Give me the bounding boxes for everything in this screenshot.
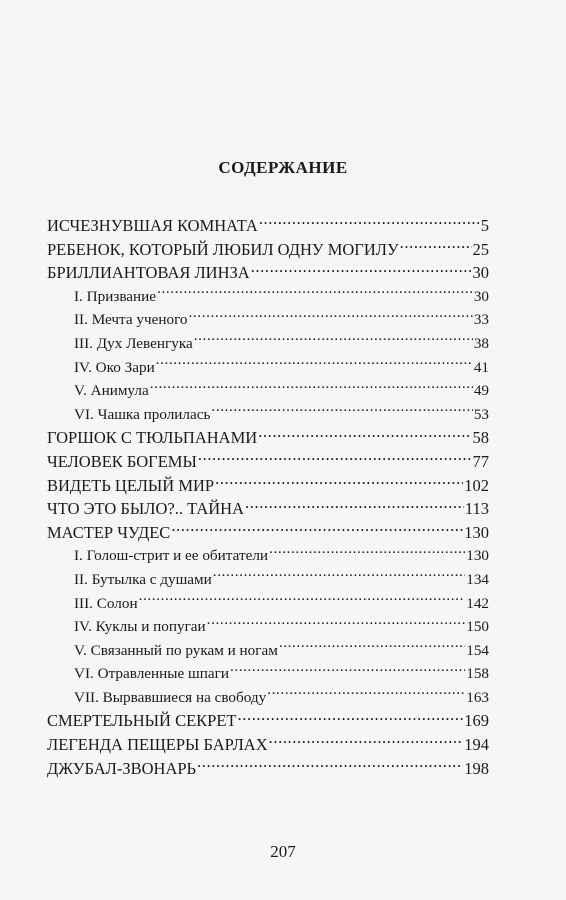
toc-entry-title: ДЖУБАЛ-ЗВОНАРЬ <box>47 758 197 778</box>
toc-entry <box>47 214 489 238</box>
toc-entry-page: 49 <box>473 382 489 400</box>
dot-leader <box>238 710 464 727</box>
toc-entry-page: 102 <box>464 475 489 495</box>
dot-leader <box>139 592 466 607</box>
toc-entry <box>47 757 489 781</box>
toc-entry <box>47 474 489 498</box>
toc-entry <box>47 450 489 474</box>
dot-leader <box>258 427 471 444</box>
toc-entry-page: 113 <box>464 499 489 519</box>
toc-entry <box>47 497 489 521</box>
toc-entry-page: 158 <box>466 665 489 683</box>
dot-leader <box>400 238 472 255</box>
dot-leader <box>259 215 480 232</box>
dot-leader <box>267 687 465 702</box>
toc-subentry <box>47 403 489 427</box>
toc-subentry <box>47 639 489 663</box>
dot-leader <box>150 380 473 395</box>
toc-entry-page: 154 <box>466 641 489 659</box>
dot-leader <box>171 521 463 538</box>
dot-leader <box>189 309 473 324</box>
toc-entry-title: I. Призвание <box>74 287 157 305</box>
toc-entry-title: II. Мечта ученого <box>74 311 188 329</box>
toc-subentry <box>47 662 489 686</box>
toc-entry-page: 194 <box>464 735 489 755</box>
toc-entry-page: 163 <box>466 688 489 706</box>
toc-entry-title: III. Дух Левенгука <box>74 334 193 352</box>
toc-entry-title: IV. Куклы и попугаи <box>74 618 206 636</box>
toc-entry-page: 33 <box>473 311 489 329</box>
toc-subentry <box>47 592 489 616</box>
dot-leader <box>245 498 464 515</box>
toc-entry-page: 130 <box>464 522 489 542</box>
toc-subentry <box>47 379 489 403</box>
toc-entry-page: 5 <box>480 216 489 235</box>
toc-entry-title: ИСЧЕЗНУВШАЯ КОМНАТА <box>47 216 258 235</box>
toc-entry-title: II. Бутылка с душами <box>74 570 212 588</box>
dot-leader <box>215 474 463 491</box>
toc-entry <box>47 426 489 450</box>
toc-entry-title: ВИДЕТЬ ЦЕЛЫЙ МИР <box>47 475 215 495</box>
toc-entry-page: 38 <box>473 334 489 352</box>
toc-entry-page: 58 <box>472 428 489 448</box>
page-number: 207 <box>270 842 296 861</box>
toc-entry-title: ГОРШОК С ТЮЛЬПАНАМИ <box>47 428 258 448</box>
dot-leader <box>197 757 463 774</box>
dot-leader <box>213 569 465 584</box>
toc-subentry <box>47 544 489 568</box>
toc-entry-page: 25 <box>472 239 489 259</box>
toc-entry-title: III. Солон <box>74 594 138 612</box>
dot-leader <box>251 262 472 279</box>
toc-entry-page: 53 <box>473 405 489 423</box>
toc-subentry <box>47 308 489 332</box>
dot-leader <box>156 356 473 371</box>
toc-subentry <box>47 332 489 356</box>
toc-subentry <box>47 686 489 710</box>
dot-leader <box>198 450 472 467</box>
toc-entry-page: 130 <box>466 547 489 565</box>
dot-leader <box>230 663 465 678</box>
toc-entry-page: 134 <box>466 570 489 588</box>
toc-entry-title: ЛЕГЕНДА ПЕЩЕРЫ БАРЛАХ <box>47 735 268 755</box>
toc-entry-title: ЧТО ЭТО БЫЛО?.. ТАЙНА <box>47 499 245 519</box>
toc-entry <box>47 238 489 262</box>
toc-entry <box>47 733 489 757</box>
toc-entry-page: 30 <box>472 263 489 283</box>
table-of-contents <box>47 214 489 780</box>
toc-entry-title: МАСТЕР ЧУДЕС <box>47 522 171 542</box>
toc-entry-page: 169 <box>464 711 489 731</box>
toc-entry-page: 150 <box>466 618 489 636</box>
toc-entry-page: 198 <box>464 758 489 778</box>
toc-entry-title: I. Голош-стрит и ее обитатели <box>74 547 269 565</box>
toc-entry-title: СМЕРТЕЛЬНЫЙ СЕКРЕТ <box>47 711 237 731</box>
toc-subentry <box>47 615 489 639</box>
dot-leader <box>207 616 466 631</box>
toc-entry-title: VI. Отравленные шпаги <box>74 665 229 683</box>
dot-leader <box>279 640 465 655</box>
dot-leader <box>194 333 473 348</box>
toc-entry-title: V. Анимула <box>74 382 149 400</box>
toc-subentry <box>47 356 489 380</box>
toc-entry-page: 30 <box>473 287 489 305</box>
toc-subentry <box>47 568 489 592</box>
toc-entry-page: 41 <box>473 358 489 376</box>
toc-entry-page: 142 <box>466 594 489 612</box>
toc-entry <box>47 261 489 285</box>
toc-entry <box>47 709 489 733</box>
dot-leader <box>269 734 464 751</box>
toc-entry-title: РЕБЕНОК, КОТОРЫЙ ЛЮБИЛ ОДНУ МОГИЛУ <box>47 239 399 259</box>
toc-entry <box>47 521 489 545</box>
page-title: СОДЕРЖАНИЕ <box>218 158 348 177</box>
toc-entry-title: БРИЛЛИАНТОВАЯ ЛИНЗА <box>47 263 250 283</box>
toc-entry-title: ЧЕЛОВЕК БОГЕМЫ <box>47 451 197 471</box>
toc-entry-title: V. Связанный по рукам и ногам <box>74 641 278 659</box>
dot-leader <box>157 286 473 301</box>
toc-entry-title: IV. Око Зари <box>74 358 155 376</box>
toc-entry-title: VII. Вырвавшиеся на свободу <box>74 688 267 706</box>
toc-subentry <box>47 285 489 309</box>
dot-leader <box>211 404 472 419</box>
toc-entry-page: 77 <box>472 451 489 471</box>
toc-entry-title: VI. Чашка пролилась <box>74 405 211 423</box>
dot-leader <box>269 545 465 560</box>
